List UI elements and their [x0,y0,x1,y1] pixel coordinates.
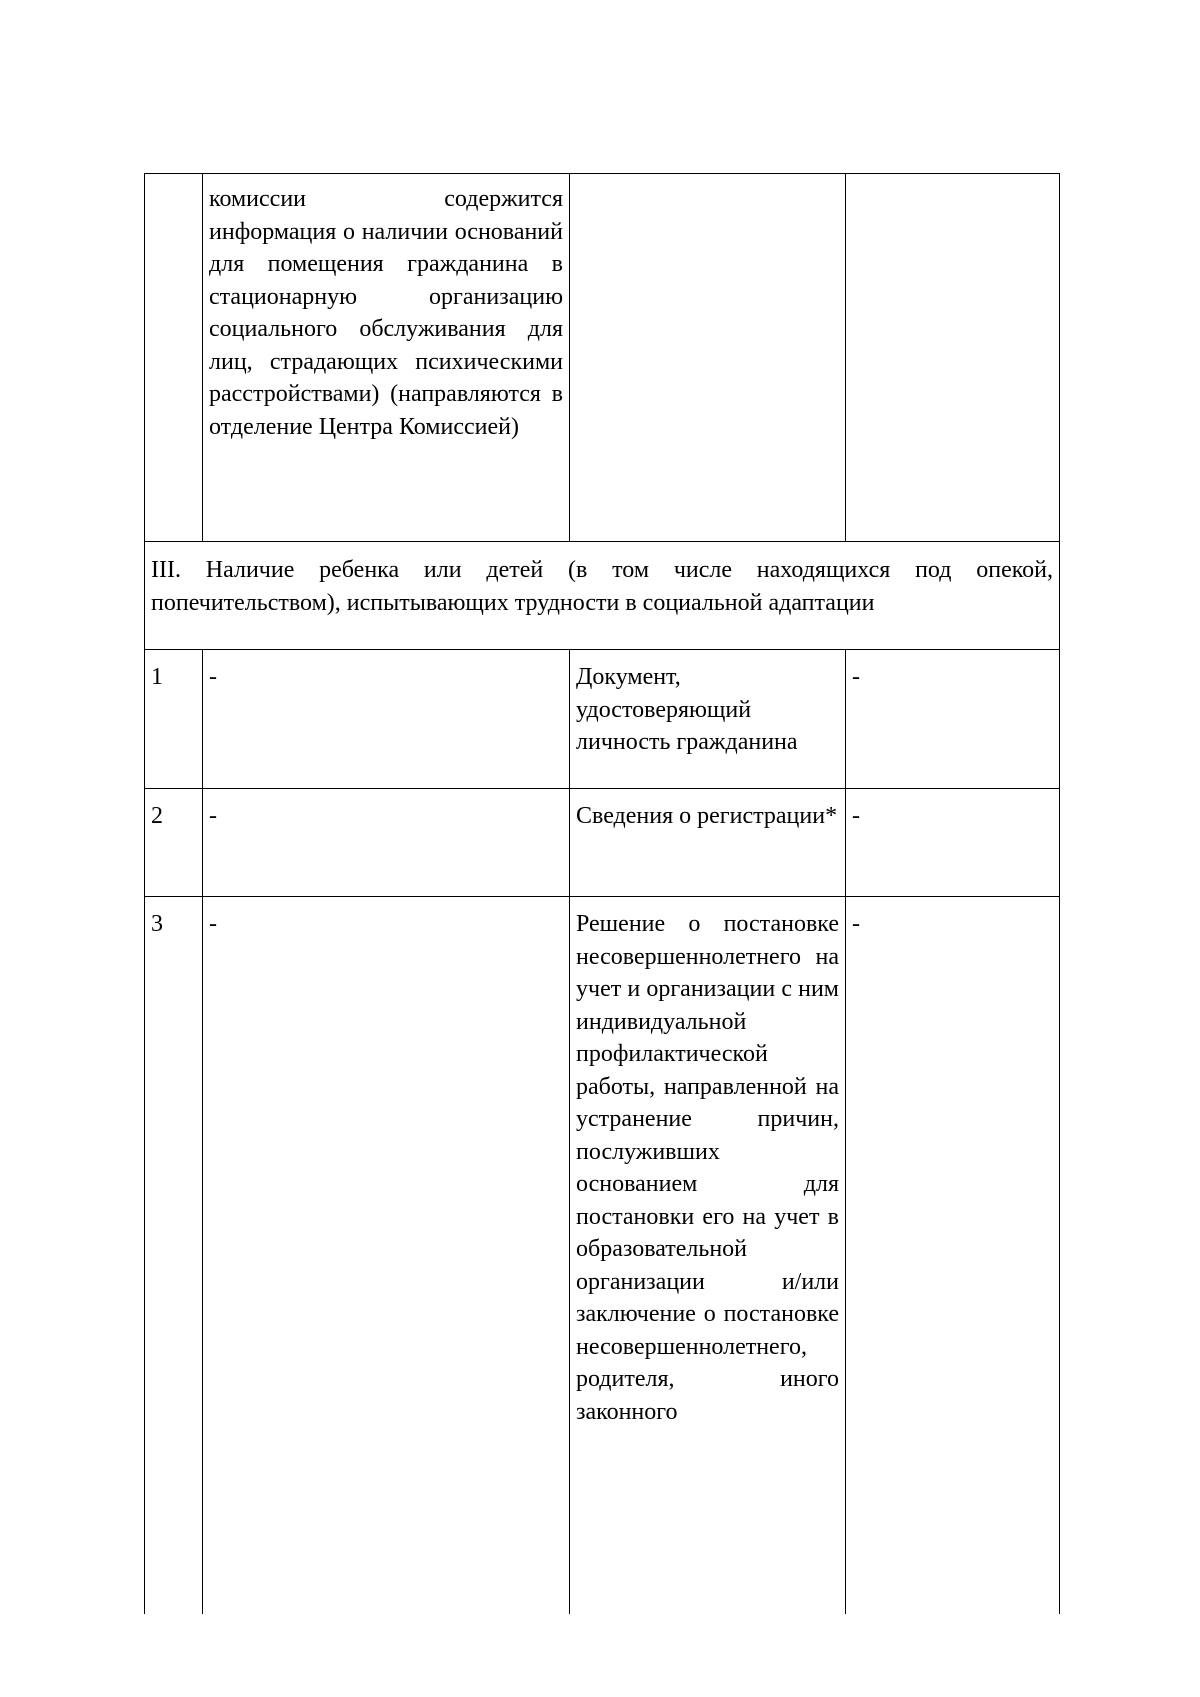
document-cell: Сведения о регистрации* [570,789,846,897]
note-cell: - [846,789,1060,897]
document-cell: Документ, удостоверяющий личность гражданина [570,650,846,789]
note-cell: - [846,650,1060,789]
row-number-cell: 2 [145,789,203,897]
table-row [145,897,1060,1615]
note-cell: - [846,897,1060,1615]
row-number-cell: 1 [145,650,203,789]
note-cell [846,174,1060,542]
table-row [145,650,1060,789]
description-cell: - [203,789,570,897]
row-number-cell [145,174,203,542]
document-cell [570,174,846,542]
table-row [145,789,1060,897]
table-row [145,174,1060,542]
description-cell: - [203,650,570,789]
section-heading: III. Наличие ребенка или детей (в том числе находящихся под опекой, попечительством), испытывающих трудности в социальной адаптации [145,542,1060,650]
documents-table [144,173,1060,1614]
row-number-cell: 3 [145,897,203,1615]
document-cell: Решение о постановке несовершеннолетнего на учет и организации с ним индивидуальной профилактической работы, направленной на устранение причин, послуживших основанием для постановки его на учет в образовательной организации и/или заключение о постановке несовершеннолетнего, родителя, иного законного [570,897,846,1615]
section-row [145,542,1060,650]
description-cell: - [203,897,570,1615]
description-cell: комиссии содержится информация о наличии оснований для помещения гражданина в стационарную организацию социального обслуживания для лиц, страдающих психическими расстройствами) (направляются в отделение Центра Комиссией) [203,174,570,542]
